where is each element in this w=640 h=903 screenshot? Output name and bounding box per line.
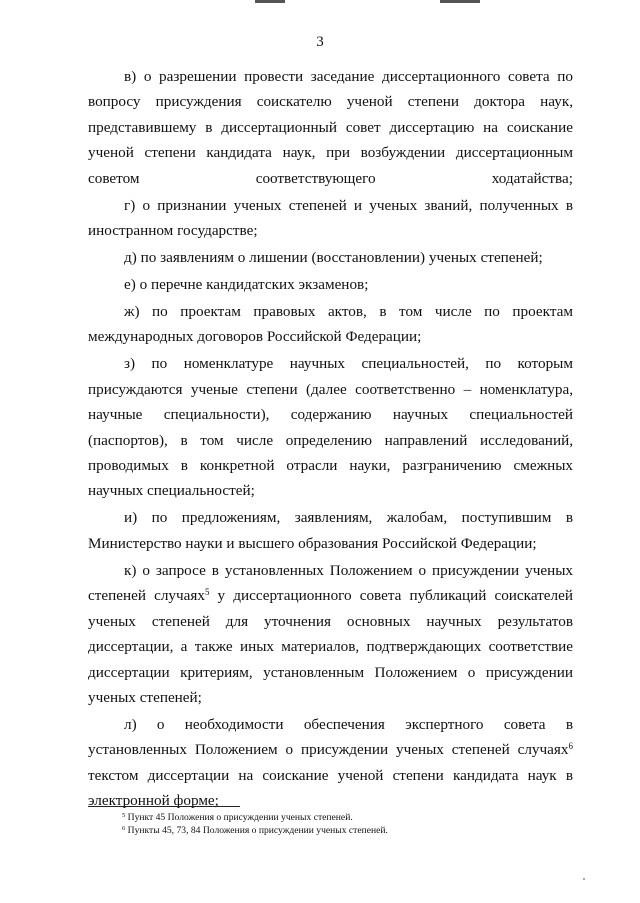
footnote-divider: [88, 806, 240, 807]
paragraph-e: е) о перечне кандидатских экзаменов;: [124, 276, 369, 294]
paragraph-zh: ж) по проектам правовых актов, в том числе по проектам международных договоров Российской Федерации;: [88, 303, 573, 346]
scan-artifact-mark: [255, 0, 285, 3]
paragraph-g: г) о признании ученых степеней и ученых званий, полученных в иностранном государстве;: [88, 196, 573, 240]
scan-speck: [583, 878, 585, 880]
paragraph-z: з) по номенклатуре научных специальностей, по которым присуждаются ученые степени (далее соответственно – номенклатура, научные специальности), содержанию научных специальностей (паспортов), в том числе определению направлений исследований, проводимых в конкретной отрасли науки, разграничению смежных научных специальностей;: [88, 355, 573, 500]
body-text: [88, 64, 573, 815]
footnote-marker: 6: [122, 824, 126, 832]
footnote-6: [88, 825, 573, 838]
footnote-marker: 5: [122, 812, 126, 819]
paragraph-d: д) по заявлениям о лишении (восстановлении) ученых степеней;: [124, 249, 543, 267]
paragraph-k-text: к) о запросе в установленных Положением о присуждении ученых степеней случаях: [88, 561, 573, 605]
scan-artifact-mark: [440, 0, 480, 3]
footnote-ref-6: 6: [568, 741, 573, 752]
footnote-text: Пункт 45 Положения о присуждении ученых степеней.: [125, 812, 353, 823]
footnotes: [88, 812, 573, 837]
paragraph-k-text-cont: у диссертационного совета публикаций соискателей ученых степеней для уточнения основных научных результатов диссертации, а также иных материалов, подтверждающих соответствие диссертации критериям, установленным Положением о присуждении ученых степеней;: [88, 587, 573, 706]
paragraph-v: в) о разрешении провести заседание диссертационного совета по вопросу присуждения соискателю ученой степени доктора наук, представившему в диссертационный совет диссертацию на соискание ученой степени кандидата наук, при возбуждении диссертационным советом соответствующего ходатайства;: [88, 68, 573, 187]
paragraph-k: [88, 558, 573, 710]
paragraph-l-text: л) о необходимости обеспечения экспертного совета в установленных Положением о присуждении ученых степеней случаях: [88, 715, 573, 759]
footnote-ref-5: 5: [204, 587, 210, 598]
paragraph-l-text-cont: текстом диссертации на соискание ученой степени кандидата наук в электронной форме;: [88, 766, 573, 810]
page-number: 3: [316, 34, 324, 50]
footnote-text: Пункты 45, 73, 84 Положения о присуждении ученых степеней.: [125, 824, 388, 836]
footnote-5: [88, 812, 573, 825]
paragraph-l: [88, 712, 573, 814]
paragraph-i: и) по предложениям, заявлениям, жалобам, поступившим в Министерство науки и высшего образования Российской Федерации;: [88, 509, 573, 552]
